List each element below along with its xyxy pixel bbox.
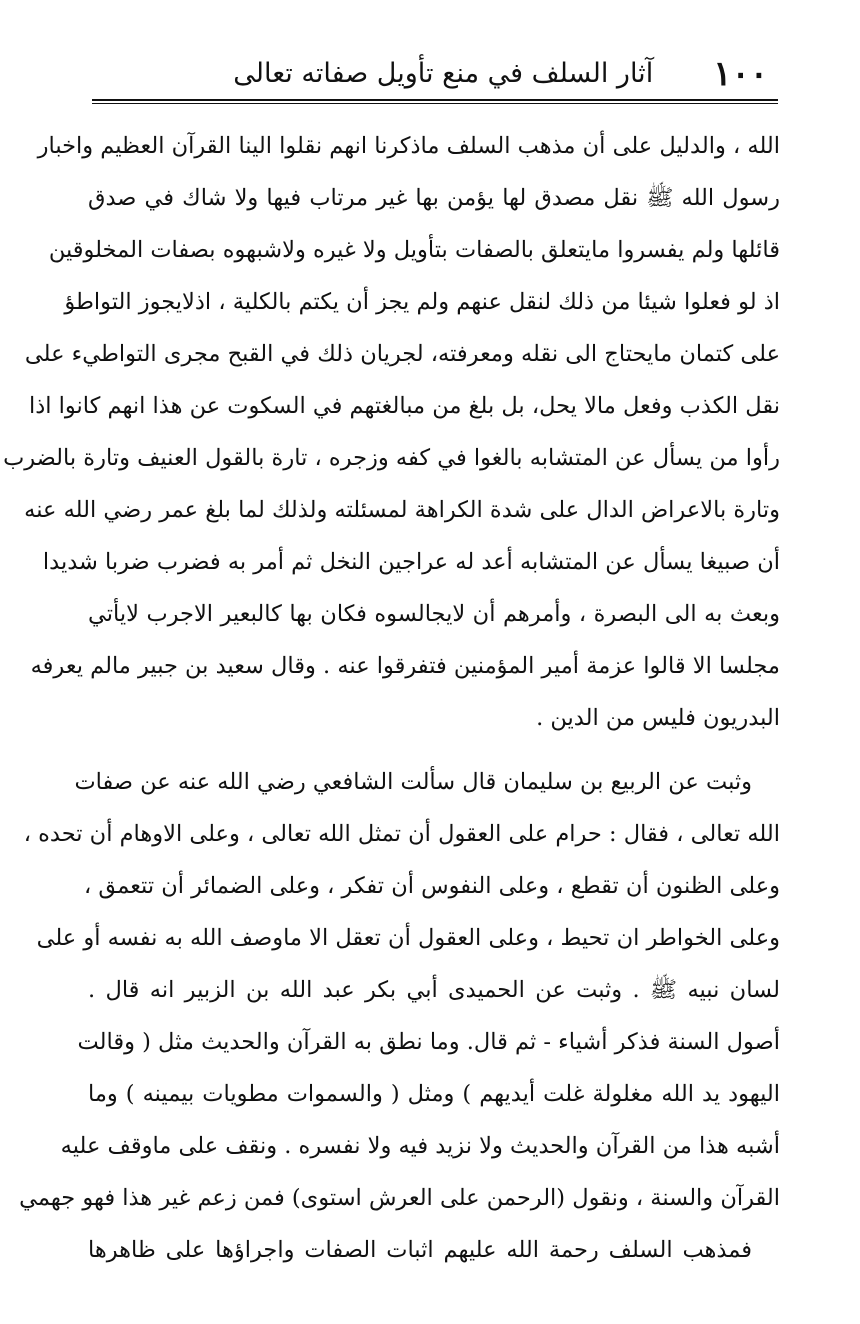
text-line: أشبه هذا من القرآن والحديث ولا نزيد فيه ولا نفسره . ونقف على ماوقف عليه bbox=[60, 1133, 780, 1159]
page-header bbox=[92, 52, 768, 96]
paragraph-gap bbox=[88, 744, 780, 756]
text-line: اليهود يد الله مغلولة غلت أيديهم ) ومثل ( والسموات مطويات بيمينه ) وما bbox=[88, 1081, 780, 1107]
text-line: رأوا من يسأل عن المتشابه بالغوا في كفه وزجره ، تارة بالقول العنيف وتارة بالضرب bbox=[3, 445, 780, 471]
text-line: قائلها ولم يفسروا مايتعلق بالصفات بتأويل ولا غيره ولاشبهوه بصفات المخلوقين bbox=[48, 237, 780, 263]
paragraph-2 bbox=[19, 756, 780, 1276]
text-line: لسان نبيه ﷺ . وثبت عن الحميدى أبي بكر عبد الله بن الزبير انه قال . bbox=[88, 977, 780, 1003]
body-text bbox=[3, 120, 780, 1276]
text-line: القرآن والسنة ، ونقول (الرحمن على العرش استوى) فمن زعم غير هذا فهو جهمي bbox=[19, 1185, 780, 1211]
text-line: وثبت عن الربيع بن سليمان قال سألت الشافعي رضي الله عنه عن صفات bbox=[74, 769, 752, 795]
text-line: اذ لو فعلوا شيئا من ذلك لنقل عنهم ولم يجز أن يكتم بالكلية ، اذلايجوز التواطؤ bbox=[64, 289, 780, 315]
text-line: أن صبيغا يسأل عن المتشابه أعد له عراجين النخل ثم أمر به فضرب ضربا شديدا bbox=[42, 549, 780, 575]
text-line: وعلى الخواطر ان تحيط ، وعلى العقول أن تعقل الا ماوصف الله به نفسه أو على bbox=[36, 925, 780, 951]
text-line: أصول السنة فذكر أشياء - ثم قال. وما نطق به القرآن والحديث مثل ( وقالت bbox=[77, 1029, 780, 1055]
running-title: آثار السلف في منع تأويل صفاته تعالى bbox=[233, 58, 654, 89]
text-line: الله ، والدليل على أن مذهب السلف ماذكرنا انهم نقلوا الينا القرآن العظيم واخبار bbox=[37, 133, 780, 159]
text-line: الله تعالى ، فقال : حرام على العقول أن تمثل الله تعالى ، وعلى الاوهام أن تحده ، bbox=[23, 821, 780, 847]
text-line: البدريون فليس من الدين . bbox=[536, 705, 780, 731]
text-line: وتارة بالاعراض الدال على شدة الكراهة لمسئلته ولذلك لما بلغ عمر رضي الله عنه bbox=[24, 497, 780, 523]
paragraph-1 bbox=[3, 120, 780, 744]
text-line: نقل الكذب وفعل مالا يحل، بل بلغ من مبالغتهم في السكوت عن هذا انهم كانوا اذا bbox=[28, 393, 780, 419]
text-line: فمذهب السلف رحمة الله عليهم اثبات الصفات واجراؤها على ظاهرها bbox=[88, 1237, 752, 1263]
text-line: على كتمان مايحتاج الى نقله ومعرفته، لجريان ذلك في القبح مجرى التواطيء على bbox=[24, 341, 780, 367]
text-line: مجلسا الا قالوا عزمة أمير المؤمنين فتفرقوا عنه . وقال سعيد بن جبير مالم يعرفه bbox=[30, 653, 780, 679]
text-line: وبعث به الى البصرة ، وأمرهم أن لايجالسوه فكان بها كالبعير الاجرب لايأتي bbox=[88, 601, 780, 627]
text-line: رسول الله ﷺ نقل مصدق لها يؤمن بها غير مرتاب فيها ولا شاك في صدق bbox=[88, 185, 780, 211]
header-rule bbox=[92, 99, 778, 104]
text-line: وعلى الظنون أن تقطع ، وعلى النفوس أن تفكر ، وعلى الضمائر أن تتعمق ، bbox=[84, 873, 780, 899]
page-number: ١٠٠ bbox=[713, 54, 768, 94]
